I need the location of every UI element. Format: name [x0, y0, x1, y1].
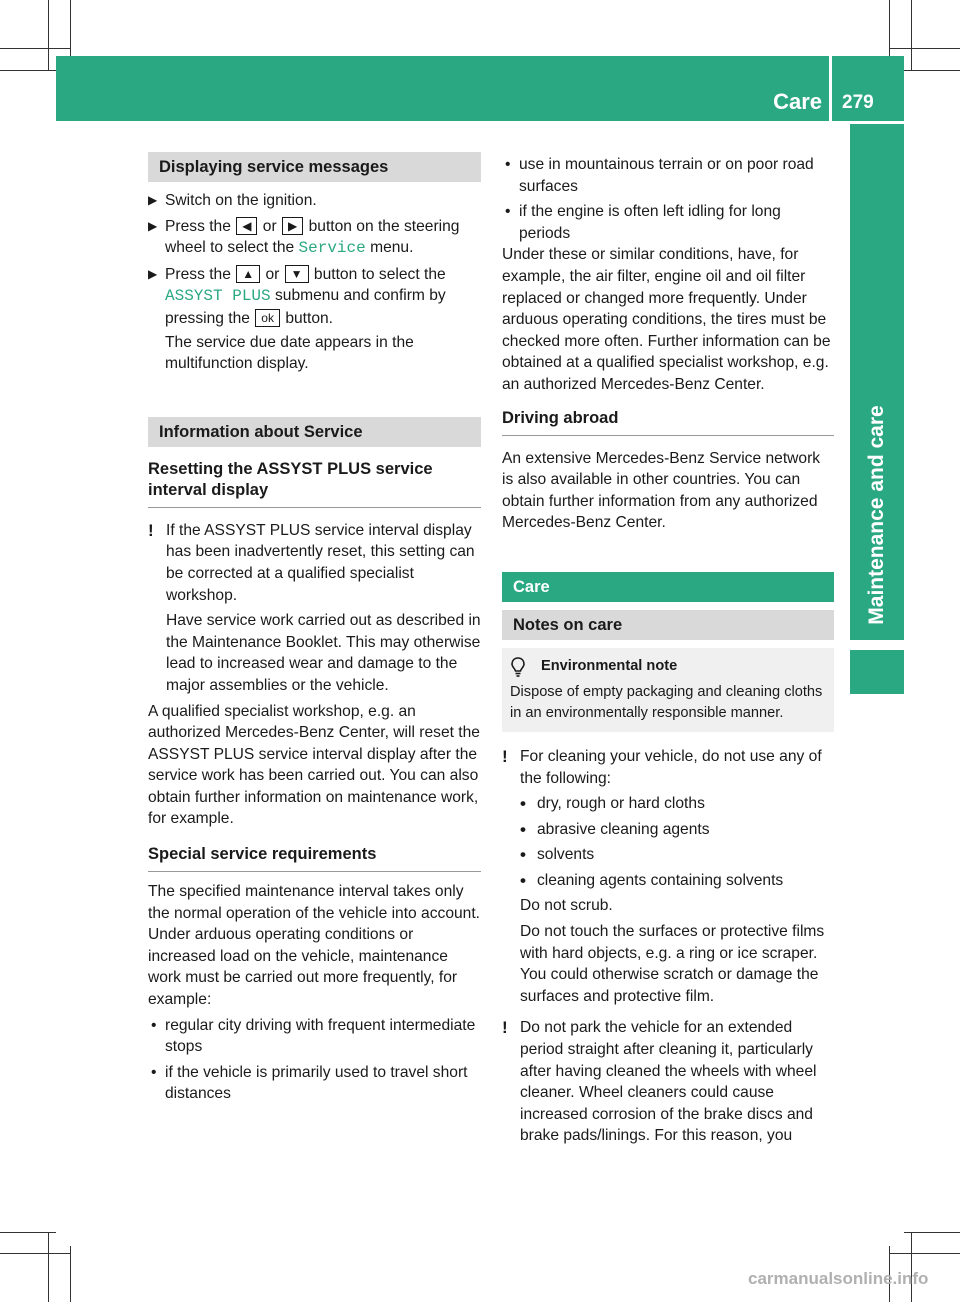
list-item-text: abrasive cleaning agents — [537, 820, 710, 838]
list-item — [148, 1062, 481, 1105]
environmental-note-title — [510, 656, 826, 677]
crop-mark — [911, 0, 912, 70]
lightbulb-icon — [510, 656, 526, 685]
step — [148, 216, 481, 260]
warning-text: Have service work carried out as described in the Maintenance Booklet. This may otherwise lead to increased wear and damage to the major assemblies or the vehicle. — [166, 612, 481, 694]
step-text: Press the — [165, 265, 231, 283]
chapter-tab-marker — [850, 650, 904, 694]
display-menu-name: Service — [298, 239, 366, 258]
step-text: Press the — [165, 217, 231, 235]
step-text: submenu and confirm by pressing the — [165, 287, 446, 327]
list-item — [520, 819, 834, 841]
step-arrow-icon: ▶ — [148, 266, 158, 281]
exclamation-icon: ! — [502, 746, 508, 766]
step-text: Switch on the ignition. — [165, 192, 317, 209]
body-paragraph: The specified maintenance interval takes only the normal operation of the vehicle into account. Under arduous operating conditions or increased load on the vehicle, maintenance work must be carried out more frequently, for example: — [148, 883, 481, 1009]
body-paragraph: A qualified specialist workshop, e.g. an authorized Mercedes-Benz Center, will reset the ASSYST PLUS service interval display after the service work has been carried out. You can also obtain further information on maintenance work, for example. — [148, 702, 480, 828]
crop-mark — [0, 1253, 70, 1254]
bullet-icon: • — [520, 794, 526, 814]
crop-mark — [890, 1253, 960, 1254]
list-item — [502, 201, 834, 244]
crop-mark — [889, 0, 890, 56]
exclamation-icon: ! — [502, 1018, 508, 1038]
list-item — [520, 870, 834, 892]
subsection-heading: Resetting the ASSYST PLUS service interval display — [148, 459, 481, 508]
environmental-note — [502, 648, 834, 732]
list-item — [520, 844, 834, 866]
crop-mark — [48, 1232, 49, 1302]
list-item-text: solvents — [537, 846, 595, 864]
bullet-icon: • — [520, 870, 526, 890]
step-text: or — [265, 265, 280, 283]
right-arrow-key-icon: ▶ — [282, 217, 303, 235]
step — [148, 264, 481, 375]
step-text: button. — [285, 309, 334, 327]
crop-mark — [70, 1246, 71, 1302]
step — [148, 190, 481, 212]
warning-text: Do not park the vehicle for an extended period straight after cleaning it, particularly after having cleaned the wheels with wheel cleaner. Wheel cleaners could cause increased corrosion of the brake discs and brake pads/linings. For this reason, you — [520, 1019, 817, 1145]
section-heading: Notes on care — [502, 610, 834, 640]
list-item-text: if the vehicle is primarily used to travel short distances — [165, 1063, 468, 1103]
header-section-title: Care — [773, 89, 822, 114]
bullet-icon: • — [520, 845, 526, 865]
step-result: The service due date appears in the multifunction display. — [165, 333, 414, 373]
crop-mark — [70, 0, 71, 56]
crop-mark — [904, 1232, 960, 1233]
note-text: Dispose of empty packaging and cleaning cloths in an environmentally responsible manner. — [510, 683, 823, 721]
crop-mark — [911, 1232, 912, 1302]
crop-mark — [0, 48, 70, 49]
step-arrow-icon: ▶ — [148, 218, 158, 233]
list-item — [148, 1015, 481, 1058]
warning-note — [148, 520, 481, 697]
left-arrow-key-icon: ◀ — [236, 217, 257, 235]
crop-mark — [904, 70, 960, 71]
section-heading: Displaying service messages — [148, 152, 481, 182]
list-item-text: cleaning agents containing solvents — [537, 871, 784, 889]
crop-mark — [0, 1232, 56, 1233]
step-text: or — [262, 217, 277, 235]
footer-watermark: carmanualsonline.info — [748, 1269, 929, 1288]
warning-text: Do not scrub. — [520, 897, 613, 915]
body-paragraph: An extensive Mercedes-Benz Service network is also available in other countries. You can obtain further information from any authorized Mercedes-Benz Center. — [502, 449, 821, 532]
header-divider — [829, 56, 832, 121]
body-paragraph: Under these or similar conditions, have, for example, the air filter, engine oil and oil filter replaced or changed more frequently. Under arduous operating conditions, the tires must be checked more often. Further information can be obtained at a qualified specialist workshop, e.g. an authorized Mercedes-Benz Center. — [502, 246, 831, 393]
step-arrow-icon: ▶ — [148, 193, 158, 207]
right-column — [502, 154, 834, 1147]
step-text: button to select the — [313, 265, 446, 283]
crop-mark — [890, 48, 960, 49]
step-text: button on the steering wheel to select the — [165, 217, 460, 257]
warning-text: Do not touch the surfaces or protective films with hard objects, e.g. a ring or ice scraper. You could otherwise scratch or damage the surfaces and protective film. — [520, 923, 825, 1005]
down-arrow-key-icon: ▼ — [285, 265, 309, 283]
crop-mark — [0, 70, 56, 71]
bullet-icon: • — [151, 1016, 157, 1034]
list-item-text: regular city driving with frequent intermediate stops — [165, 1016, 476, 1056]
list-item-text: if the engine is often left idling for long periods — [519, 203, 781, 242]
warning-note — [502, 1017, 834, 1147]
up-arrow-key-icon: ▲ — [236, 265, 260, 283]
section-heading: Information about Service — [148, 417, 481, 447]
page-number: 279 — [842, 92, 874, 113]
list-item — [520, 793, 834, 815]
bullet-icon: • — [505, 203, 511, 221]
note-title-text: Environmental note — [541, 657, 678, 674]
warning-text: For cleaning your vehicle, do not use any of the following: — [520, 747, 822, 787]
subsection-heading: Driving abroad — [502, 408, 834, 436]
bullet-icon: • — [151, 1063, 157, 1081]
list-item — [502, 154, 834, 197]
exclamation-icon: ! — [148, 520, 154, 540]
list-item-text: dry, rough or hard cloths — [537, 795, 705, 813]
bullet-icon: • — [505, 156, 511, 173]
list-item-text: use in mountainous terrain or on poor road surfaces — [519, 156, 814, 195]
chapter-tab-label: Maintenance and care — [865, 405, 888, 625]
step-text: menu. — [370, 239, 414, 257]
subsection-heading: Special service requirements — [148, 844, 481, 872]
warning-note — [502, 746, 834, 1008]
bullet-icon: • — [520, 819, 526, 839]
left-column — [148, 152, 481, 1105]
chapter-heading: Care — [502, 572, 834, 602]
crop-mark — [48, 0, 49, 70]
display-menu-name: ASSYST PLUS — [165, 287, 271, 306]
ok-key-icon: ok — [255, 309, 280, 327]
warning-text: If the ASSYST PLUS service interval display has been inadvertently reset, this setting can be corrected at a qualified specialist workshop. — [166, 521, 475, 604]
